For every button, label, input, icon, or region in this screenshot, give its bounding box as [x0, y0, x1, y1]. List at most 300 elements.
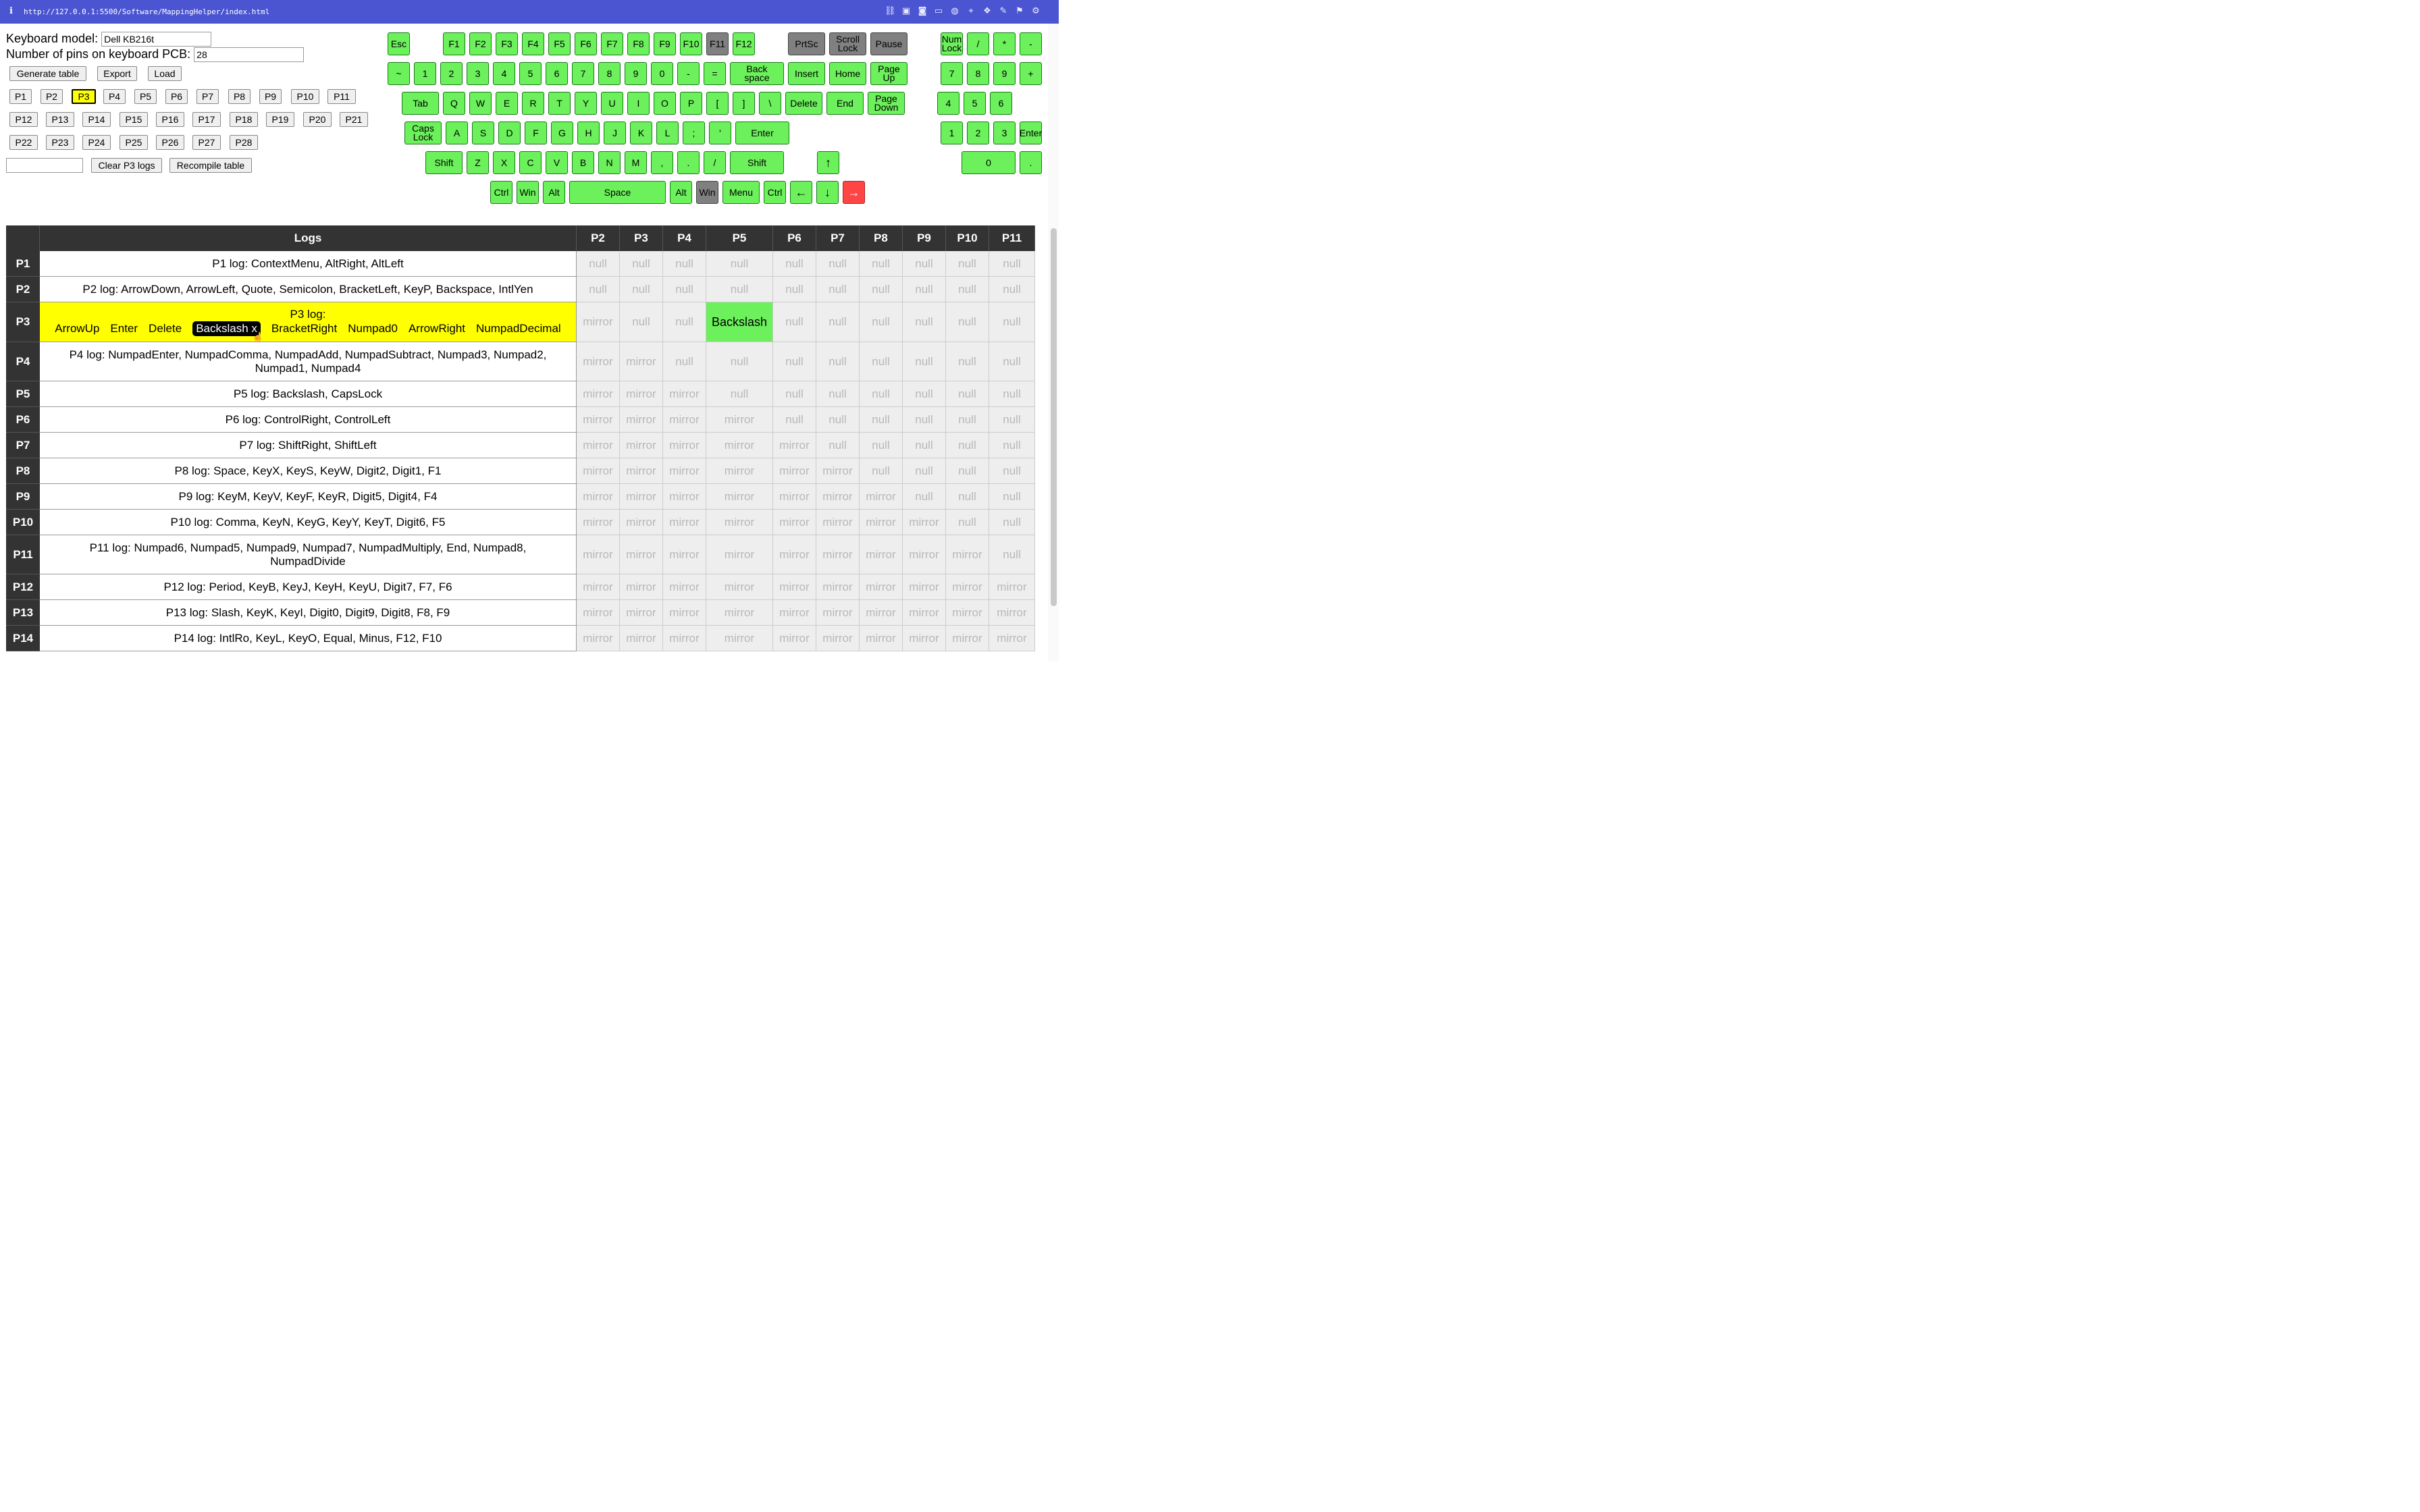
- matrix-cell[interactable]: mirror: [946, 535, 989, 574]
- matrix-cell[interactable]: mirror: [706, 407, 773, 433]
- key-alt[interactable]: Alt: [543, 181, 565, 204]
- matrix-cell[interactable]: null: [860, 342, 903, 381]
- key-sym14[interactable]: .: [1020, 151, 1042, 174]
- matrix-cell[interactable]: null: [989, 510, 1035, 535]
- key-a[interactable]: A: [446, 122, 468, 144]
- matrix-cell[interactable]: mirror: [773, 510, 816, 535]
- matrix-cell[interactable]: null: [577, 251, 620, 277]
- key-k[interactable]: K: [630, 122, 652, 144]
- matrix-cell[interactable]: mirror: [989, 626, 1035, 651]
- matrix-cell[interactable]: mirror: [663, 381, 706, 407]
- matrix-cell[interactable]: null: [989, 433, 1035, 458]
- key-z[interactable]: Z: [467, 151, 489, 174]
- matrix-cell[interactable]: mirror: [816, 574, 860, 600]
- key-sym0[interactable]: ~: [388, 62, 410, 85]
- matrix-cell[interactable]: null: [706, 381, 773, 407]
- media-icon[interactable]: ▣: [901, 6, 911, 16]
- matrix-cell[interactable]: mirror: [620, 626, 663, 651]
- matrix-cell[interactable]: mirror: [620, 458, 663, 484]
- key-enter[interactable]: Enter: [735, 122, 789, 144]
- matrix-cell[interactable]: null: [663, 302, 706, 342]
- matrix-cell[interactable]: mirror: [577, 458, 620, 484]
- matrix-cell[interactable]: mirror: [860, 600, 903, 626]
- matrix-cell[interactable]: null: [989, 342, 1035, 381]
- key-v[interactable]: V: [546, 151, 568, 174]
- matrix-cell[interactable]: mirror: [706, 510, 773, 535]
- matrix-cell[interactable]: null: [816, 381, 860, 407]
- matrix-cell[interactable]: mirror: [663, 574, 706, 600]
- key-6[interactable]: 6: [990, 92, 1012, 115]
- key-sym9[interactable]: ↓: [816, 181, 839, 204]
- key-u[interactable]: U: [601, 92, 623, 115]
- key-f2[interactable]: F2: [469, 32, 492, 55]
- log-chip[interactable]: Enter: [110, 322, 138, 335]
- log-chip[interactable]: NumpadDecimal: [476, 322, 561, 335]
- matrix-cell[interactable]: null: [860, 302, 903, 342]
- matrix-cell[interactable]: null: [816, 251, 860, 277]
- key-f10[interactable]: F10: [680, 32, 702, 55]
- terminal-icon[interactable]: ▭: [934, 6, 943, 16]
- matrix-cell[interactable]: mirror: [706, 574, 773, 600]
- matrix-cell[interactable]: null: [903, 302, 946, 342]
- matrix-cell[interactable]: mirror: [577, 407, 620, 433]
- matrix-cell[interactable]: mirror: [577, 342, 620, 381]
- key-scroll-lock[interactable]: Scroll Lock: [829, 32, 866, 55]
- matrix-cell[interactable]: null: [816, 302, 860, 342]
- matrix-cell[interactable]: null: [903, 251, 946, 277]
- matrix-cell[interactable]: mirror: [773, 535, 816, 574]
- key-9[interactable]: 9: [625, 62, 647, 85]
- key-sym12[interactable]: ↑: [817, 151, 839, 174]
- key-n[interactable]: N: [598, 151, 621, 174]
- load-button[interactable]: Load: [148, 66, 182, 81]
- globe-icon[interactable]: ◍: [951, 6, 959, 16]
- pin-button-p13[interactable]: P13: [46, 112, 74, 127]
- matrix-cell[interactable]: null: [946, 302, 989, 342]
- matrix-cell[interactable]: null: [903, 407, 946, 433]
- matrix-cell[interactable]: mirror: [706, 600, 773, 626]
- matrix-cell[interactable]: null: [989, 277, 1035, 302]
- key-4[interactable]: 4: [493, 62, 515, 85]
- key-g[interactable]: G: [551, 122, 573, 144]
- target-icon[interactable]: ⌖: [968, 6, 974, 16]
- key-search-input[interactable]: [6, 158, 83, 173]
- key-prtsc[interactable]: PrtSc: [788, 32, 825, 55]
- key-space[interactable]: Space: [569, 181, 666, 204]
- key-sym20[interactable]: +: [1020, 62, 1042, 85]
- key-f7[interactable]: F7: [601, 32, 623, 55]
- key-9[interactable]: 9: [993, 62, 1016, 85]
- log-chip[interactable]: Numpad0: [348, 322, 398, 335]
- key-alt[interactable]: Alt: [670, 181, 692, 204]
- matrix-cell[interactable]: mirror: [903, 626, 946, 651]
- matrix-cell[interactable]: null: [773, 381, 816, 407]
- key-sym10[interactable]: ;: [683, 122, 705, 144]
- matrix-cell[interactable]: mirror: [989, 574, 1035, 600]
- pin-button-p12[interactable]: P12: [9, 112, 38, 127]
- matrix-cell[interactable]: mirror: [706, 433, 773, 458]
- matrix-cell[interactable]: mirror: [577, 510, 620, 535]
- key-f11[interactable]: F11: [706, 32, 729, 55]
- key-sym8[interactable]: ←: [790, 181, 812, 204]
- matrix-cell[interactable]: mirror: [860, 574, 903, 600]
- key-4[interactable]: 4: [937, 92, 959, 115]
- key-esc[interactable]: Esc: [388, 32, 410, 55]
- keyboard-model-input[interactable]: [101, 32, 211, 47]
- matrix-cell[interactable]: mirror: [620, 574, 663, 600]
- mapped-key-cell[interactable]: Backslash: [706, 302, 773, 342]
- matrix-cell[interactable]: mirror: [663, 535, 706, 574]
- key-f9[interactable]: F9: [654, 32, 676, 55]
- matrix-cell[interactable]: mirror: [860, 626, 903, 651]
- pin-button-p8[interactable]: P8: [228, 89, 251, 104]
- matrix-cell[interactable]: mirror: [620, 484, 663, 510]
- key-page-down[interactable]: Page Down: [868, 92, 905, 115]
- key-w[interactable]: W: [469, 92, 492, 115]
- matrix-cell[interactable]: mirror: [577, 302, 620, 342]
- brush-icon[interactable]: ✎: [999, 6, 1007, 16]
- key-f4[interactable]: F4: [522, 32, 544, 55]
- key-caps-lock[interactable]: Caps Lock: [404, 122, 442, 144]
- table-scrollbar[interactable]: [1051, 228, 1057, 606]
- key-j[interactable]: J: [604, 122, 626, 144]
- key-2[interactable]: 2: [967, 122, 989, 144]
- matrix-cell[interactable]: null: [946, 251, 989, 277]
- key-sym13[interactable]: \: [759, 92, 781, 115]
- key-sym12[interactable]: =: [704, 62, 726, 85]
- key-8[interactable]: 8: [967, 62, 989, 85]
- key-f5[interactable]: F5: [548, 32, 571, 55]
- key-ctrl[interactable]: Ctrl: [490, 181, 512, 204]
- matrix-cell[interactable]: null: [706, 277, 773, 302]
- pin-button-p4[interactable]: P4: [103, 89, 126, 104]
- matrix-cell[interactable]: mirror: [620, 407, 663, 433]
- matrix-cell[interactable]: null: [860, 277, 903, 302]
- matrix-cell[interactable]: null: [706, 251, 773, 277]
- key-num-lock[interactable]: Num Lock: [941, 32, 963, 55]
- matrix-cell[interactable]: null: [946, 458, 989, 484]
- matrix-cell[interactable]: null: [620, 277, 663, 302]
- matrix-cell[interactable]: mirror: [773, 458, 816, 484]
- matrix-cell[interactable]: mirror: [946, 574, 989, 600]
- matrix-cell[interactable]: mirror: [860, 484, 903, 510]
- pin-button-p14[interactable]: P14: [82, 112, 111, 127]
- pin-button-p22[interactable]: P22: [9, 135, 38, 150]
- pins-input[interactable]: [194, 47, 304, 62]
- matrix-cell[interactable]: null: [773, 407, 816, 433]
- key-sym11[interactable]: [: [706, 92, 729, 115]
- matrix-cell[interactable]: null: [663, 277, 706, 302]
- matrix-cell[interactable]: mirror: [860, 510, 903, 535]
- matrix-cell[interactable]: mirror: [816, 458, 860, 484]
- key-enter[interactable]: Enter: [1020, 122, 1042, 144]
- matrix-cell[interactable]: null: [663, 251, 706, 277]
- key-insert[interactable]: Insert: [788, 62, 825, 85]
- matrix-cell[interactable]: null: [816, 407, 860, 433]
- recompile-table-button[interactable]: Recompile table: [169, 158, 252, 173]
- matrix-cell[interactable]: null: [903, 484, 946, 510]
- matrix-cell[interactable]: null: [816, 342, 860, 381]
- matrix-cell[interactable]: mirror: [903, 510, 946, 535]
- matrix-cell[interactable]: mirror: [620, 381, 663, 407]
- matrix-cell[interactable]: null: [706, 342, 773, 381]
- key-8[interactable]: 8: [598, 62, 621, 85]
- matrix-cell[interactable]: mirror: [946, 626, 989, 651]
- pin-button-p11[interactable]: P11: [327, 89, 356, 104]
- key-sym11[interactable]: ': [709, 122, 731, 144]
- matrix-cell[interactable]: mirror: [577, 381, 620, 407]
- matrix-cell[interactable]: mirror: [577, 600, 620, 626]
- matrix-cell[interactable]: null: [989, 407, 1035, 433]
- matrix-cell[interactable]: mirror: [663, 458, 706, 484]
- matrix-cell[interactable]: mirror: [577, 535, 620, 574]
- pin-button-p7[interactable]: P7: [196, 89, 219, 104]
- matrix-cell[interactable]: mirror: [773, 626, 816, 651]
- matrix-cell[interactable]: null: [773, 251, 816, 277]
- matrix-cell[interactable]: null: [989, 535, 1035, 574]
- matrix-cell[interactable]: mirror: [577, 433, 620, 458]
- key-sym17[interactable]: /: [967, 32, 989, 55]
- matrix-cell[interactable]: mirror: [903, 600, 946, 626]
- pin-button-p1[interactable]: P1: [9, 89, 32, 104]
- generate-table-button[interactable]: Generate table: [9, 66, 86, 81]
- key-1[interactable]: 1: [941, 122, 963, 144]
- key-sym9[interactable]: .: [677, 151, 700, 174]
- gear-icon[interactable]: ⚙: [1032, 6, 1040, 16]
- camera-icon[interactable]: ◙: [918, 6, 927, 16]
- pin-button-p23[interactable]: P23: [46, 135, 74, 150]
- key-b[interactable]: B: [572, 151, 594, 174]
- key-q[interactable]: Q: [443, 92, 465, 115]
- matrix-cell[interactable]: mirror: [706, 535, 773, 574]
- key-f3[interactable]: F3: [496, 32, 518, 55]
- pin-button-p3[interactable]: P3: [72, 89, 96, 104]
- key-0[interactable]: 0: [962, 151, 1016, 174]
- key-f12[interactable]: F12: [733, 32, 755, 55]
- key-7[interactable]: 7: [941, 62, 963, 85]
- key-shift[interactable]: Shift: [730, 151, 784, 174]
- key-f1[interactable]: F1: [443, 32, 465, 55]
- matrix-cell[interactable]: null: [946, 510, 989, 535]
- matrix-cell[interactable]: null: [860, 458, 903, 484]
- key-pause[interactable]: Pause: [870, 32, 908, 55]
- key-sym10[interactable]: /: [704, 151, 726, 174]
- key-delete[interactable]: Delete: [785, 92, 822, 115]
- matrix-cell[interactable]: null: [989, 381, 1035, 407]
- matrix-cell[interactable]: mirror: [577, 574, 620, 600]
- key-d[interactable]: D: [498, 122, 521, 144]
- matrix-cell[interactable]: mirror: [860, 535, 903, 574]
- matrix-cell[interactable]: null: [860, 251, 903, 277]
- pin-button-p28[interactable]: P28: [230, 135, 258, 150]
- matrix-cell[interactable]: null: [773, 302, 816, 342]
- matrix-cell[interactable]: null: [946, 342, 989, 381]
- key-7[interactable]: 7: [572, 62, 594, 85]
- matrix-cell[interactable]: null: [663, 342, 706, 381]
- key-s[interactable]: S: [472, 122, 494, 144]
- matrix-cell[interactable]: null: [773, 277, 816, 302]
- key-ctrl[interactable]: Ctrl: [764, 181, 786, 204]
- pin-button-p25[interactable]: P25: [120, 135, 148, 150]
- matrix-cell[interactable]: null: [816, 433, 860, 458]
- matrix-cell[interactable]: mirror: [577, 484, 620, 510]
- pin-button-p2[interactable]: P2: [41, 89, 63, 104]
- matrix-cell[interactable]: mirror: [663, 510, 706, 535]
- matrix-cell[interactable]: mirror: [946, 600, 989, 626]
- key-sym18[interactable]: *: [993, 32, 1016, 55]
- key-r[interactable]: R: [522, 92, 544, 115]
- key-f6[interactable]: F6: [575, 32, 597, 55]
- key-page-up[interactable]: Page Up: [870, 62, 908, 85]
- key-3[interactable]: 3: [467, 62, 489, 85]
- key-p[interactable]: P: [680, 92, 702, 115]
- matrix-cell[interactable]: null: [620, 251, 663, 277]
- pin-button-p6[interactable]: P6: [165, 89, 188, 104]
- matrix-cell[interactable]: mirror: [903, 535, 946, 574]
- matrix-cell[interactable]: null: [946, 433, 989, 458]
- matrix-cell[interactable]: mirror: [706, 626, 773, 651]
- matrix-cell[interactable]: mirror: [816, 535, 860, 574]
- info-icon[interactable]: i: [9, 6, 13, 16]
- pin-button-p19[interactable]: P19: [266, 112, 294, 127]
- matrix-cell[interactable]: null: [860, 381, 903, 407]
- matrix-cell[interactable]: mirror: [620, 600, 663, 626]
- matrix-cell[interactable]: mirror: [663, 600, 706, 626]
- matrix-cell[interactable]: mirror: [903, 574, 946, 600]
- matrix-cell[interactable]: null: [620, 302, 663, 342]
- key-home[interactable]: Home: [829, 62, 866, 85]
- key-5[interactable]: 5: [964, 92, 986, 115]
- matrix-cell[interactable]: null: [989, 484, 1035, 510]
- key-m[interactable]: M: [625, 151, 647, 174]
- matrix-cell[interactable]: null: [577, 277, 620, 302]
- matrix-cell[interactable]: null: [773, 342, 816, 381]
- key-sym10[interactable]: →: [843, 181, 865, 204]
- key-c[interactable]: C: [519, 151, 542, 174]
- key-tab[interactable]: Tab: [402, 92, 439, 115]
- matrix-cell[interactable]: null: [903, 342, 946, 381]
- matrix-cell[interactable]: null: [946, 381, 989, 407]
- matrix-cell[interactable]: mirror: [773, 484, 816, 510]
- matrix-cell[interactable]: mirror: [706, 484, 773, 510]
- matrix-cell[interactable]: mirror: [706, 458, 773, 484]
- log-chip[interactable]: ArrowUp: [55, 322, 100, 335]
- matrix-cell[interactable]: mirror: [620, 510, 663, 535]
- pin-button-p21[interactable]: P21: [340, 112, 368, 127]
- matrix-cell[interactable]: null: [860, 433, 903, 458]
- key-6[interactable]: 6: [546, 62, 568, 85]
- key-5[interactable]: 5: [519, 62, 542, 85]
- key-shift[interactable]: Shift: [425, 151, 463, 174]
- log-chip[interactable]: Delete: [149, 322, 182, 335]
- pin-button-p27[interactable]: P27: [192, 135, 221, 150]
- log-chip[interactable]: ArrowRight: [408, 322, 466, 335]
- matrix-cell[interactable]: mirror: [816, 510, 860, 535]
- key-0[interactable]: 0: [651, 62, 673, 85]
- key-sym11[interactable]: -: [677, 62, 700, 85]
- log-chip[interactable]: Backslash x: [192, 321, 261, 336]
- key-f8[interactable]: F8: [627, 32, 650, 55]
- key-o[interactable]: O: [654, 92, 676, 115]
- matrix-cell[interactable]: null: [903, 381, 946, 407]
- pin-button-p17[interactable]: P17: [192, 112, 221, 127]
- pin-button-p5[interactable]: P5: [134, 89, 157, 104]
- key-3[interactable]: 3: [993, 122, 1016, 144]
- matrix-cell[interactable]: mirror: [620, 535, 663, 574]
- pin-icon[interactable]: ⚑: [1016, 6, 1024, 16]
- key-1[interactable]: 1: [414, 62, 436, 85]
- log-chip[interactable]: BracketRight: [271, 322, 338, 335]
- export-button[interactable]: Export: [97, 66, 137, 81]
- matrix-cell[interactable]: mirror: [989, 600, 1035, 626]
- key-l[interactable]: L: [656, 122, 679, 144]
- matrix-cell[interactable]: mirror: [816, 484, 860, 510]
- matrix-cell[interactable]: mirror: [816, 600, 860, 626]
- matrix-cell[interactable]: mirror: [663, 407, 706, 433]
- matrix-cell[interactable]: null: [989, 251, 1035, 277]
- pin-button-p18[interactable]: P18: [230, 112, 258, 127]
- key-f[interactable]: F: [525, 122, 547, 144]
- matrix-cell[interactable]: mirror: [663, 433, 706, 458]
- key-y[interactable]: Y: [575, 92, 597, 115]
- key-e[interactable]: E: [496, 92, 518, 115]
- matrix-cell[interactable]: null: [903, 433, 946, 458]
- matrix-cell[interactable]: mirror: [620, 433, 663, 458]
- matrix-cell[interactable]: mirror: [577, 626, 620, 651]
- matrix-cell[interactable]: null: [816, 277, 860, 302]
- pin-button-p9[interactable]: P9: [259, 89, 282, 104]
- matrix-cell[interactable]: mirror: [663, 626, 706, 651]
- matrix-cell[interactable]: mirror: [773, 600, 816, 626]
- matrix-cell[interactable]: null: [946, 484, 989, 510]
- matrix-cell[interactable]: mirror: [773, 433, 816, 458]
- matrix-cell[interactable]: mirror: [773, 574, 816, 600]
- key-sym12[interactable]: ]: [733, 92, 755, 115]
- pin-button-p26[interactable]: P26: [156, 135, 184, 150]
- key-back-space[interactable]: Back space: [730, 62, 784, 85]
- matrix-cell[interactable]: null: [903, 458, 946, 484]
- matrix-cell[interactable]: null: [903, 277, 946, 302]
- url-text[interactable]: http://127.0.0.1:5500/Software/MappingHelper/index.html: [24, 7, 270, 16]
- matrix-cell[interactable]: mirror: [620, 342, 663, 381]
- extension-icon[interactable]: ❖: [983, 6, 991, 16]
- pin-button-p20[interactable]: P20: [303, 112, 332, 127]
- matrix-cell[interactable]: null: [989, 458, 1035, 484]
- matrix-cell[interactable]: null: [989, 302, 1035, 342]
- matrix-cell[interactable]: mirror: [816, 626, 860, 651]
- key-2[interactable]: 2: [440, 62, 463, 85]
- clear-logs-button[interactable]: Clear P3 logs: [91, 158, 162, 173]
- pin-button-p24[interactable]: P24: [82, 135, 111, 150]
- matrix-cell[interactable]: mirror: [663, 484, 706, 510]
- key-win[interactable]: Win: [696, 181, 718, 204]
- key-menu[interactable]: Menu: [722, 181, 760, 204]
- matrix-cell[interactable]: null: [946, 277, 989, 302]
- key-sym8[interactable]: ,: [651, 151, 673, 174]
- link-icon[interactable]: ⛓: [885, 6, 896, 16]
- key-t[interactable]: T: [548, 92, 571, 115]
- pin-button-p16[interactable]: P16: [156, 112, 184, 127]
- key-win[interactable]: Win: [517, 181, 539, 204]
- matrix-cell[interactable]: null: [860, 407, 903, 433]
- key-end[interactable]: End: [826, 92, 864, 115]
- matrix-cell[interactable]: null: [946, 407, 989, 433]
- key-sym19[interactable]: -: [1020, 32, 1042, 55]
- pin-button-p10[interactable]: P10: [291, 89, 319, 104]
- pin-button-p15[interactable]: P15: [120, 112, 148, 127]
- key-h[interactable]: H: [577, 122, 600, 144]
- key-i[interactable]: I: [627, 92, 650, 115]
